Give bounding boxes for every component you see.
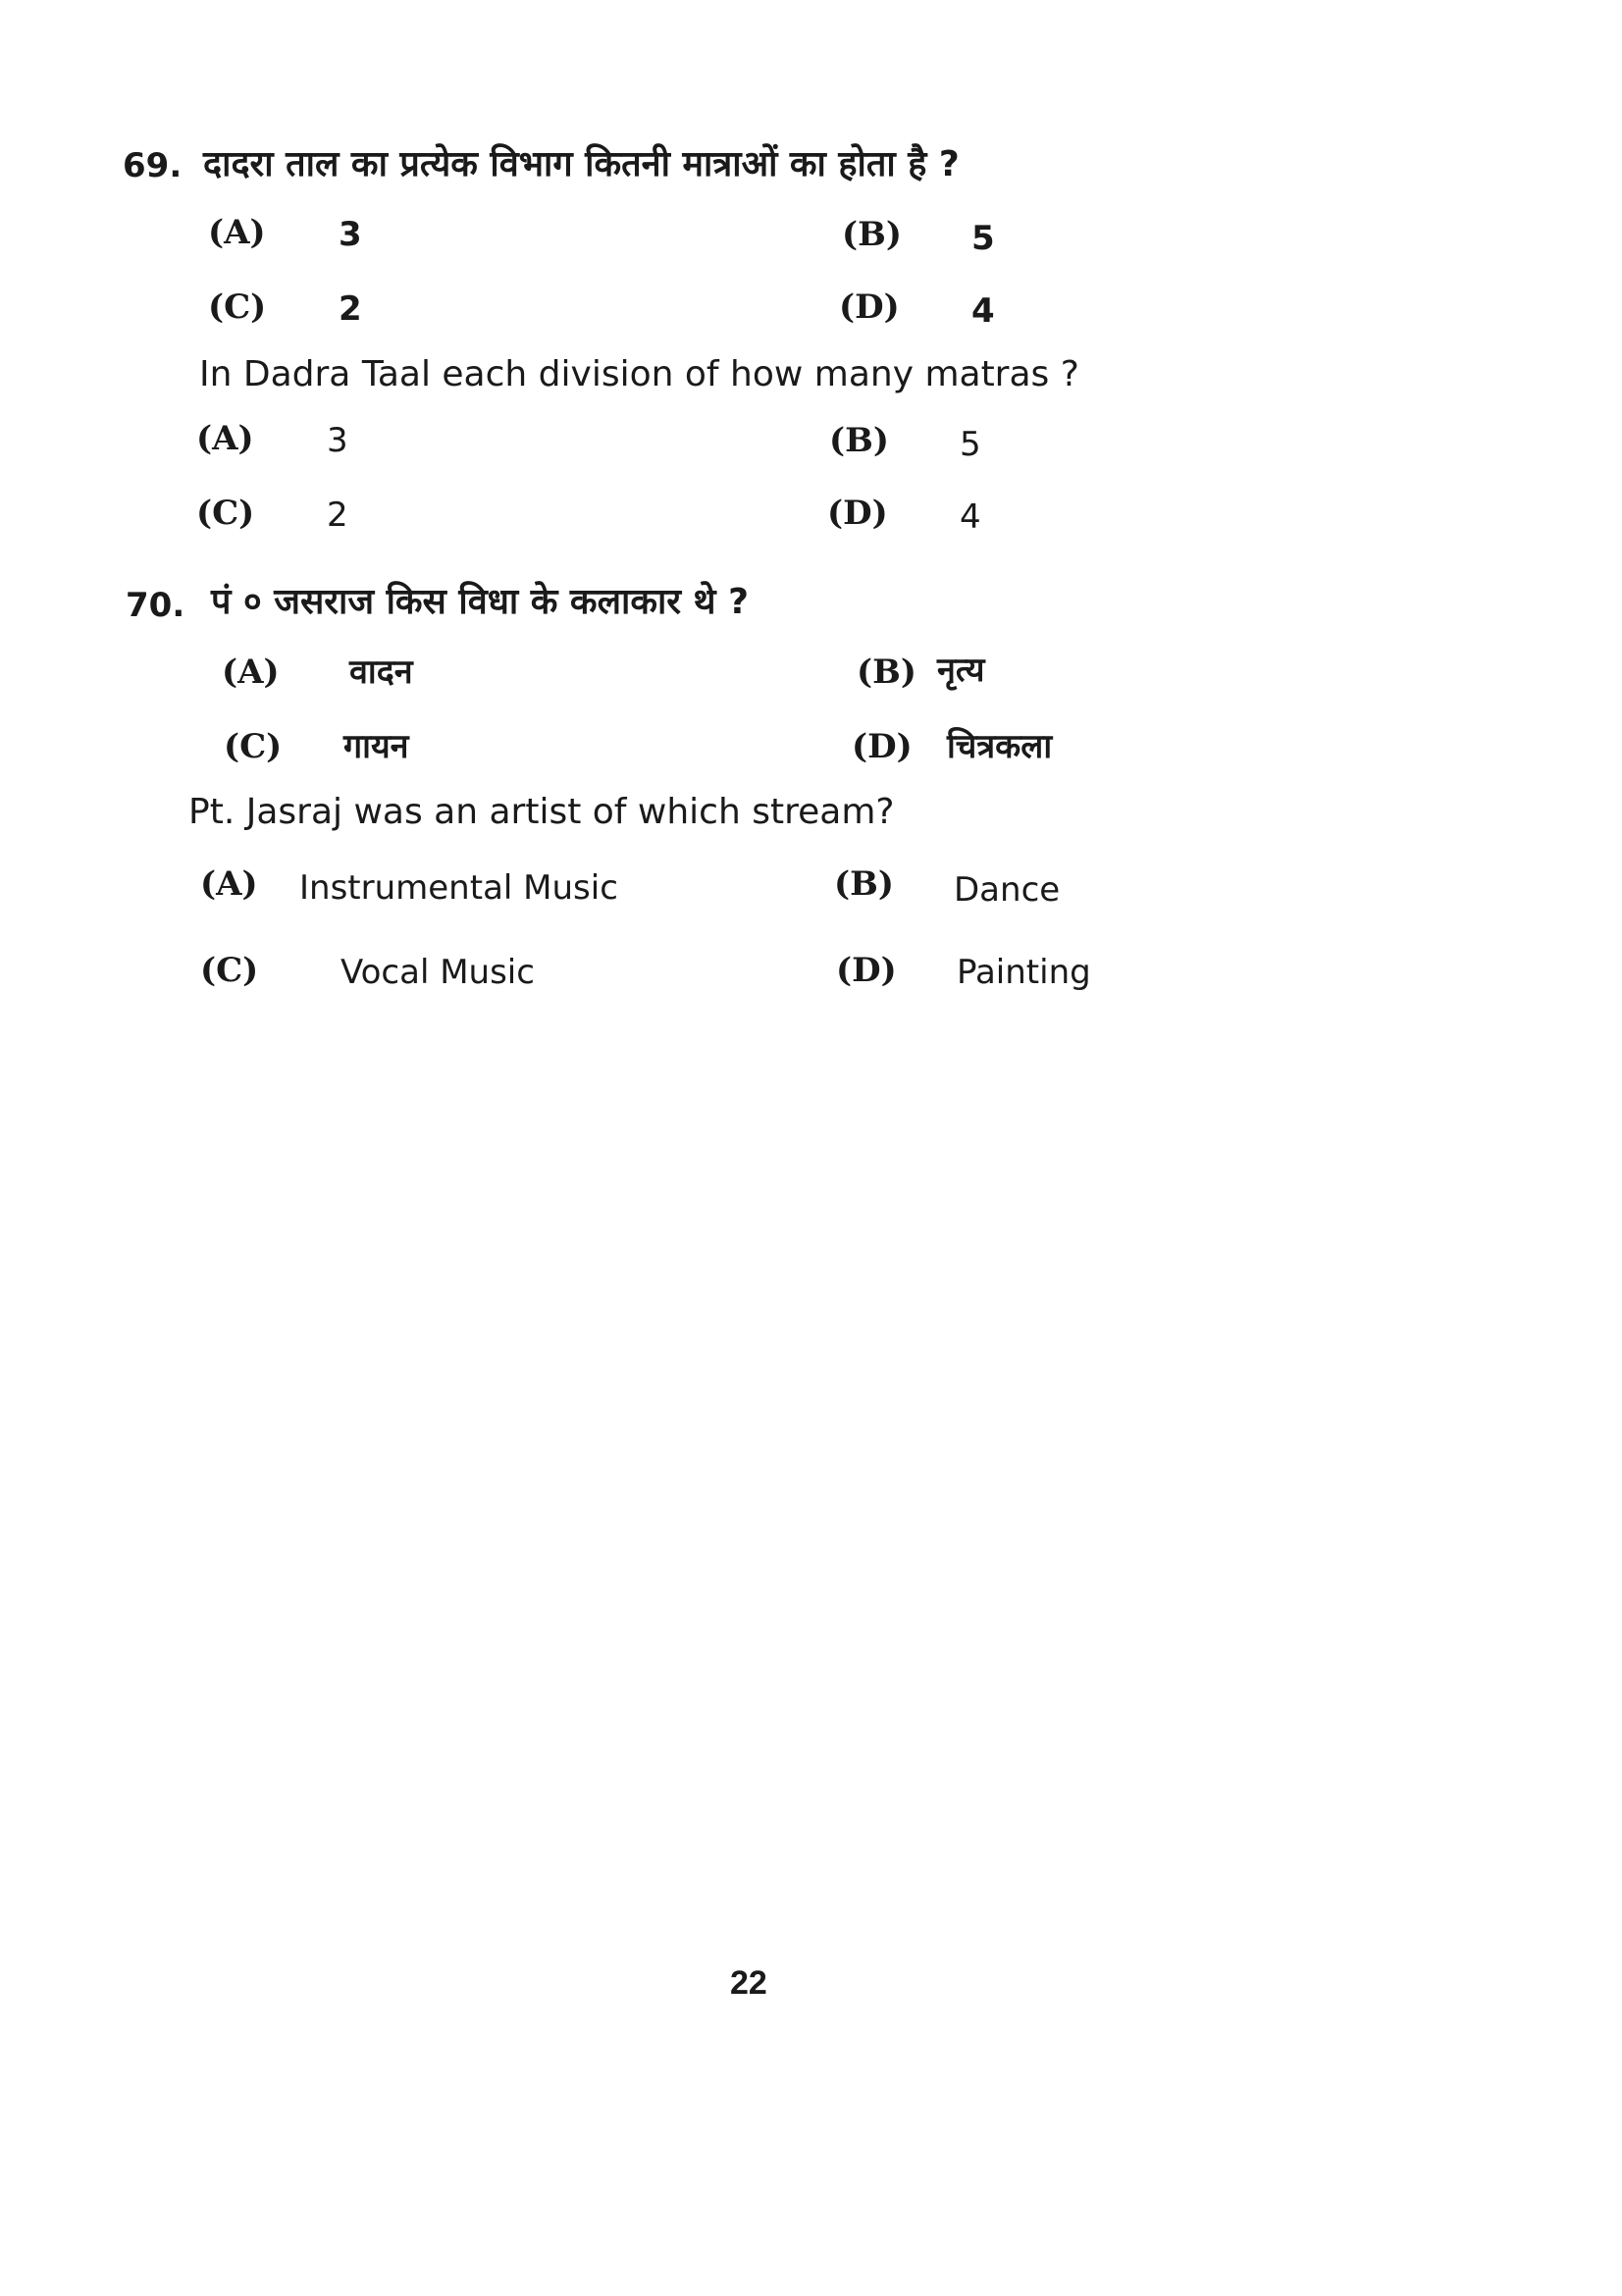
option-label-a: (A) bbox=[222, 652, 280, 692]
option-text-d: 4 bbox=[971, 291, 995, 331]
option-label-c: (C) bbox=[208, 287, 267, 327]
option-label-b: (B) bbox=[857, 652, 916, 692]
option-label-d: (D) bbox=[827, 494, 888, 533]
option-label-d: (D) bbox=[836, 951, 897, 990]
question-text-english: Pt. Jasraj was an artist of which stream? bbox=[188, 792, 895, 832]
option-text-d: चित्रकला bbox=[947, 727, 1053, 766]
question-number: 69. bbox=[123, 146, 183, 185]
option-text-c: 2 bbox=[339, 289, 362, 329]
option-label-a: (A) bbox=[200, 864, 258, 904]
option-text-a: 3 bbox=[327, 421, 348, 460]
option-text-b: Dance bbox=[954, 870, 1061, 910]
option-label-c: (C) bbox=[196, 494, 255, 533]
option-text-d: 4 bbox=[960, 497, 981, 537]
page-number: 22 bbox=[730, 1964, 767, 2002]
option-label-c: (C) bbox=[200, 951, 259, 990]
option-label-a: (A) bbox=[208, 213, 266, 252]
option-label-b: (B) bbox=[834, 864, 894, 904]
option-text-b: नृत्य bbox=[937, 651, 985, 690]
option-label-d: (D) bbox=[852, 727, 913, 766]
option-text-d: Painting bbox=[957, 953, 1091, 992]
question-text-english: In Dadra Taal each division of how many matras ? bbox=[199, 354, 1079, 394]
option-text-c: Vocal Music bbox=[340, 953, 535, 992]
option-text-c: 2 bbox=[327, 496, 348, 535]
option-label-c: (C) bbox=[224, 727, 283, 766]
option-label-d: (D) bbox=[839, 287, 900, 327]
option-text-a: Instrumental Music bbox=[299, 868, 618, 908]
option-label-b: (B) bbox=[829, 421, 889, 460]
option-label-a: (A) bbox=[196, 419, 254, 458]
option-text-a: वादन bbox=[349, 652, 413, 692]
question-text-hindi: दादरा ताल का प्रत्येक विभाग कितनी मात्राओं का होता है ? bbox=[203, 144, 960, 184]
option-text-c: गायन bbox=[343, 727, 409, 766]
option-text-b: 5 bbox=[971, 219, 995, 258]
option-text-a: 3 bbox=[339, 215, 362, 254]
question-number: 70. bbox=[126, 586, 185, 625]
option-label-b: (B) bbox=[842, 215, 902, 254]
option-text-b: 5 bbox=[960, 425, 981, 464]
question-text-hindi: पं ० जसराज किस विधा के कलाकार थे ? bbox=[211, 582, 749, 622]
